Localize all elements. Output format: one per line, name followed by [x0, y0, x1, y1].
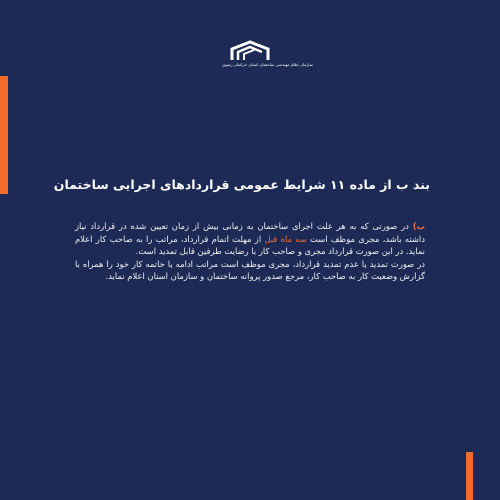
clause-marker: ب) [412, 221, 425, 231]
left-accent-bar [0, 76, 8, 194]
right-accent-bar [466, 452, 473, 500]
organization-logo [222, 40, 313, 80]
organization-roof-logo-icon [224, 40, 276, 62]
paragraph-1-part-2: از مهلت اتمام قرارداد، مراتب را به صاحب کار اعلام نماید. در این صورت قرارداد مجری و صاحب کار با رضایت طرفین قابل تمدید است. [75, 233, 425, 257]
paragraph-1 [75, 220, 425, 258]
paragraph-1-part-1: در صورتی که به هر علت اجرای ساختمان به زمانی بیش از زمان تعیین شده در قرارداد نیاز داشته باشد، مجری موظف است [75, 221, 425, 244]
paragraph-2: در صورت تمدید یا عدم تمدید قرارداد، مجری موظف است مراتب ادامه یا خاتمه کار خود را همراه با گزارش وضعیت کار به صاحب کار، مرجع صدور پروانه ساختمان و سازمان استان اعلام نماید. [75, 258, 425, 282]
page-title: بند ب از ماده ۱۱ شرایط عمومی قراردادهای اجرایی ساختمان [53, 177, 430, 192]
logo-caption: سازمان نظام مهندسی ساختمان استان خراسان رضوی [222, 62, 313, 67]
highlighted-deadline: سه ماه قبل [264, 233, 307, 244]
article-body [75, 220, 425, 283]
